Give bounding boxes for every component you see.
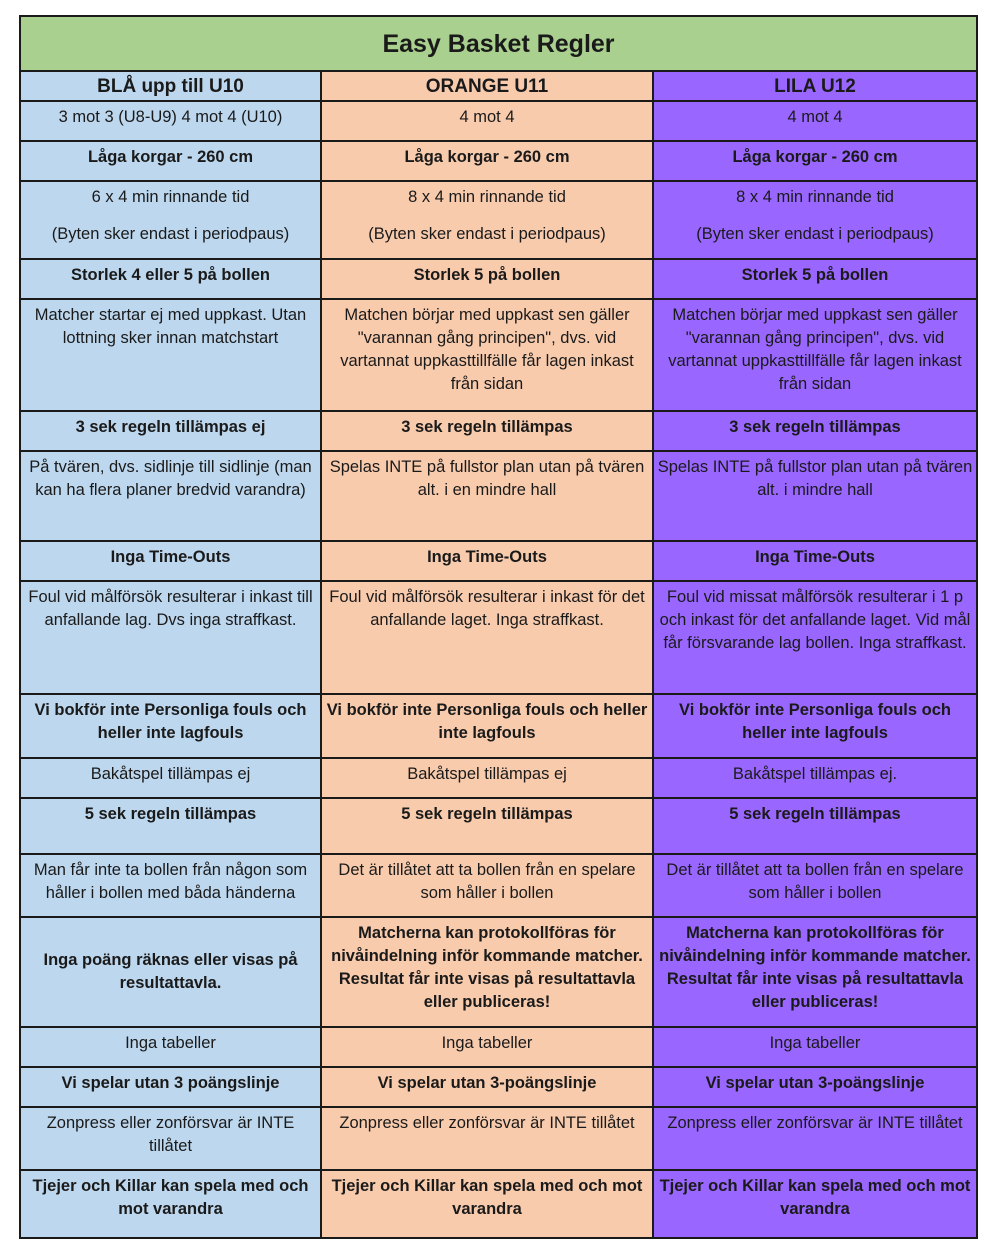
rule-cell-blue	[20, 798, 321, 854]
table-title: Easy Basket Regler	[20, 16, 977, 71]
rule-text: 3 sek regeln tillämpas	[729, 418, 901, 437]
rule-text: Låga korgar - 260 cm	[404, 148, 570, 167]
table-row	[20, 1027, 977, 1067]
rule-text: Storlek 4 eller 5 på bollen	[71, 266, 270, 285]
rule-text: Man får inte ta bollen från någon som håller i bollen med båda händerna	[33, 860, 308, 902]
rule-cell-blue	[20, 411, 321, 451]
rule-cell-orange	[321, 411, 653, 451]
rule-cell-blue	[20, 917, 321, 1027]
rule-subtext: (Byten sker endast i periodpaus)	[51, 225, 290, 244]
column-header-orange: ORANGE U11	[321, 71, 653, 101]
table-row	[20, 798, 977, 854]
rule-text: Inga tabeller	[125, 1033, 216, 1052]
table-row	[20, 1067, 977, 1107]
rule-cell-blue	[20, 758, 321, 798]
rule-cell-purple	[653, 798, 977, 854]
rule-cell-orange	[321, 259, 653, 299]
table-row	[20, 581, 977, 694]
rule-text: Matcher startar ej med uppkast. Utan lottning sker innan matchstart	[34, 306, 307, 348]
rule-text: Spelas INTE på fullstor plan utan på tvären alt. i en mindre hall	[329, 458, 645, 500]
header-row	[20, 71, 977, 101]
rule-cell-orange	[321, 451, 653, 541]
rule-cell-purple	[653, 181, 977, 259]
rule-text: Det är tillåtet att ta bollen från en spelare som håller i bollen	[666, 860, 964, 902]
rule-text: 5 sek regeln tillämpas	[84, 804, 257, 823]
rule-cell-purple	[653, 694, 977, 757]
rule-text: Tjejer och Killar kan spela med och mot varandra	[659, 1176, 971, 1218]
rule-text: Matcherna kan protokollföras för nivåindelning inför kommande matcher. Resultat får inte visas på resultattavla eller publiceras!	[331, 923, 643, 1011]
rule-text: Matcherna kan protokollföras för nivåindelning inför kommande matcher. Resultat får inte visas på resultattavla eller publiceras!	[659, 923, 971, 1011]
rule-text: 3 sek regeln tillämpas	[401, 418, 573, 437]
rule-text: Foul vid målförsök resulterar i inkast till anfallande lag. Dvs inga straffkast.	[28, 588, 313, 630]
rule-text: Inga Time-Outs	[427, 548, 547, 567]
rule-subtext: (Byten sker endast i periodpaus)	[696, 225, 934, 244]
rule-cell-orange	[321, 1027, 653, 1067]
rule-text: 8 x 4 min rinnande tid	[736, 188, 894, 207]
rule-cell-blue	[20, 1170, 321, 1238]
rule-cell-orange	[321, 1067, 653, 1107]
table-row	[20, 141, 977, 181]
rule-cell-purple	[653, 259, 977, 299]
rule-cell-purple	[653, 1107, 977, 1170]
rule-text: Vi spelar utan 3-poängslinje	[377, 1073, 597, 1092]
rule-cell-purple	[653, 1067, 977, 1107]
rule-text: På tvären, dvs. sidlinje till sidlinje (man kan ha flera planer bredvid varandra)	[29, 458, 312, 500]
rule-text: 6 x 4 min rinnande tid	[91, 188, 250, 207]
rule-cell-purple	[653, 917, 977, 1027]
rule-cell-blue	[20, 299, 321, 411]
rule-text: 8 x 4 min rinnande tid	[408, 188, 566, 207]
column-header-purple: LILA U12	[653, 71, 977, 101]
rule-text: 5 sek regeln tillämpas	[729, 804, 901, 823]
table-row	[20, 299, 977, 411]
rule-cell-blue	[20, 259, 321, 299]
table-row	[20, 854, 977, 917]
rule-text: Vi spelar utan 3 poängslinje	[61, 1073, 280, 1092]
table-row	[20, 1170, 977, 1238]
rule-cell-purple	[653, 141, 977, 181]
rule-text: Inga tabeller	[441, 1033, 533, 1052]
rule-text: Matchen börjar med uppkast sen gäller "varannan gång principen", dvs. vid vartannat uppkasttillfälle får lagen inkast från sidan	[668, 306, 962, 394]
title-row	[20, 16, 977, 71]
rule-cell-orange	[321, 758, 653, 798]
table-row	[20, 181, 977, 259]
rule-subtext: (Byten sker endast i periodpaus)	[368, 225, 606, 244]
rule-text: Vi bokför inte Personliga fouls och heller inte lagfouls	[34, 701, 307, 743]
rule-cell-purple	[653, 101, 977, 141]
rule-text: Storlek 5 på bollen	[413, 266, 561, 285]
rule-cell-orange	[321, 541, 653, 581]
rule-text: Vi spelar utan 3-poängslinje	[705, 1073, 925, 1092]
rule-cell-orange	[321, 798, 653, 854]
rule-cell-blue	[20, 451, 321, 541]
rule-cell-orange	[321, 854, 653, 917]
rule-cell-blue	[20, 1027, 321, 1067]
rule-cell-orange	[321, 1170, 653, 1238]
rule-cell-blue	[20, 854, 321, 917]
rule-text: Foul vid missat målförsök resulterar i 1 p och inkast för det anfallande laget. Vid mål får försvarande lag bollen. Inga straffkast.	[659, 588, 971, 653]
rule-cell-blue	[20, 1107, 321, 1170]
rule-cell-purple	[653, 299, 977, 411]
rule-cell-orange	[321, 1107, 653, 1170]
rule-cell-blue	[20, 541, 321, 581]
rule-text: 5 sek regeln tillämpas	[401, 804, 573, 823]
rule-text: 3 sek regeln tillämpas ej	[75, 418, 266, 437]
rule-text: Låga korgar - 260 cm	[87, 148, 254, 167]
rule-text: Inga poäng räknas eller visas på resultattavla.	[43, 950, 298, 992]
column-header-blue: BLÅ upp till U10	[20, 71, 321, 101]
rule-cell-blue	[20, 101, 321, 141]
rule-cell-blue	[20, 141, 321, 181]
rules-table	[19, 15, 978, 1239]
rule-text: Zonpress eller zonförsvar är INTE tillåtet	[667, 1113, 963, 1132]
rule-cell-purple	[653, 758, 977, 798]
rule-cell-orange	[321, 181, 653, 259]
rule-text: Bakåtspel tillämpas ej.	[732, 764, 898, 783]
rule-text: Zonpress eller zonförsvar är INTE tillåtet	[46, 1113, 295, 1155]
rule-cell-orange	[321, 141, 653, 181]
rule-cell-purple	[653, 854, 977, 917]
rule-text: Matchen börjar med uppkast sen gäller "varannan gång principen", dvs. vid vartannat uppkasttillfälle får lagen inkast från sidan	[340, 306, 634, 394]
rule-cell-purple	[653, 1170, 977, 1238]
rule-cell-purple	[653, 1027, 977, 1067]
rule-text: Zonpress eller zonförsvar är INTE tillåtet	[339, 1113, 635, 1132]
rule-cell-purple	[653, 451, 977, 541]
table-row	[20, 694, 977, 757]
rule-text: Tjejer och Killar kan spela med och mot varandra	[331, 1176, 643, 1218]
rule-text: Spelas INTE på fullstor plan utan på tvären alt. i mindre hall	[657, 458, 973, 500]
rule-text: Bakåtspel tillämpas ej	[407, 764, 567, 783]
rule-text: Foul vid målförsök resulterar i inkast för det anfallande laget. Inga straffkast.	[329, 588, 645, 630]
rule-text: Det är tillåtet att ta bollen från en spelare som håller i bollen	[338, 860, 636, 902]
rule-cell-blue	[20, 581, 321, 694]
table-row	[20, 101, 977, 141]
rule-text: Bakåtspel tillämpas ej	[90, 764, 251, 783]
table-row	[20, 411, 977, 451]
table-row	[20, 758, 977, 798]
rule-cell-orange	[321, 694, 653, 757]
table-row	[20, 451, 977, 541]
rule-text: Vi bokför inte Personliga fouls och heller inte lagfouls	[679, 701, 951, 743]
table-row	[20, 541, 977, 581]
rule-cell-purple	[653, 541, 977, 581]
rule-cell-orange	[321, 581, 653, 694]
rule-text: Vi bokför inte Personliga fouls och heller inte lagfouls	[326, 701, 648, 743]
table-row	[20, 259, 977, 299]
rule-text: Inga Time-Outs	[110, 548, 231, 567]
table-row	[20, 917, 977, 1027]
rule-cell-orange	[321, 917, 653, 1027]
rule-cell-orange	[321, 101, 653, 141]
rule-cell-orange	[321, 299, 653, 411]
rule-text: Inga tabeller	[769, 1033, 861, 1052]
rule-text: 3 mot 3 (U8-U9) 4 mot 4 (U10)	[58, 108, 283, 127]
rule-cell-blue	[20, 1067, 321, 1107]
rule-cell-blue	[20, 694, 321, 757]
rule-cell-purple	[653, 411, 977, 451]
rule-text: Låga korgar - 260 cm	[732, 148, 898, 167]
table-row	[20, 1107, 977, 1170]
rule-text: 4 mot 4	[459, 108, 515, 127]
rule-text: Tjejer och Killar kan spela med och mot varandra	[32, 1176, 309, 1218]
rule-text: Storlek 5 på bollen	[741, 266, 889, 285]
rule-cell-purple	[653, 581, 977, 694]
rule-text: Inga Time-Outs	[755, 548, 875, 567]
rule-cell-blue	[20, 181, 321, 259]
rule-text: 4 mot 4	[787, 108, 843, 127]
